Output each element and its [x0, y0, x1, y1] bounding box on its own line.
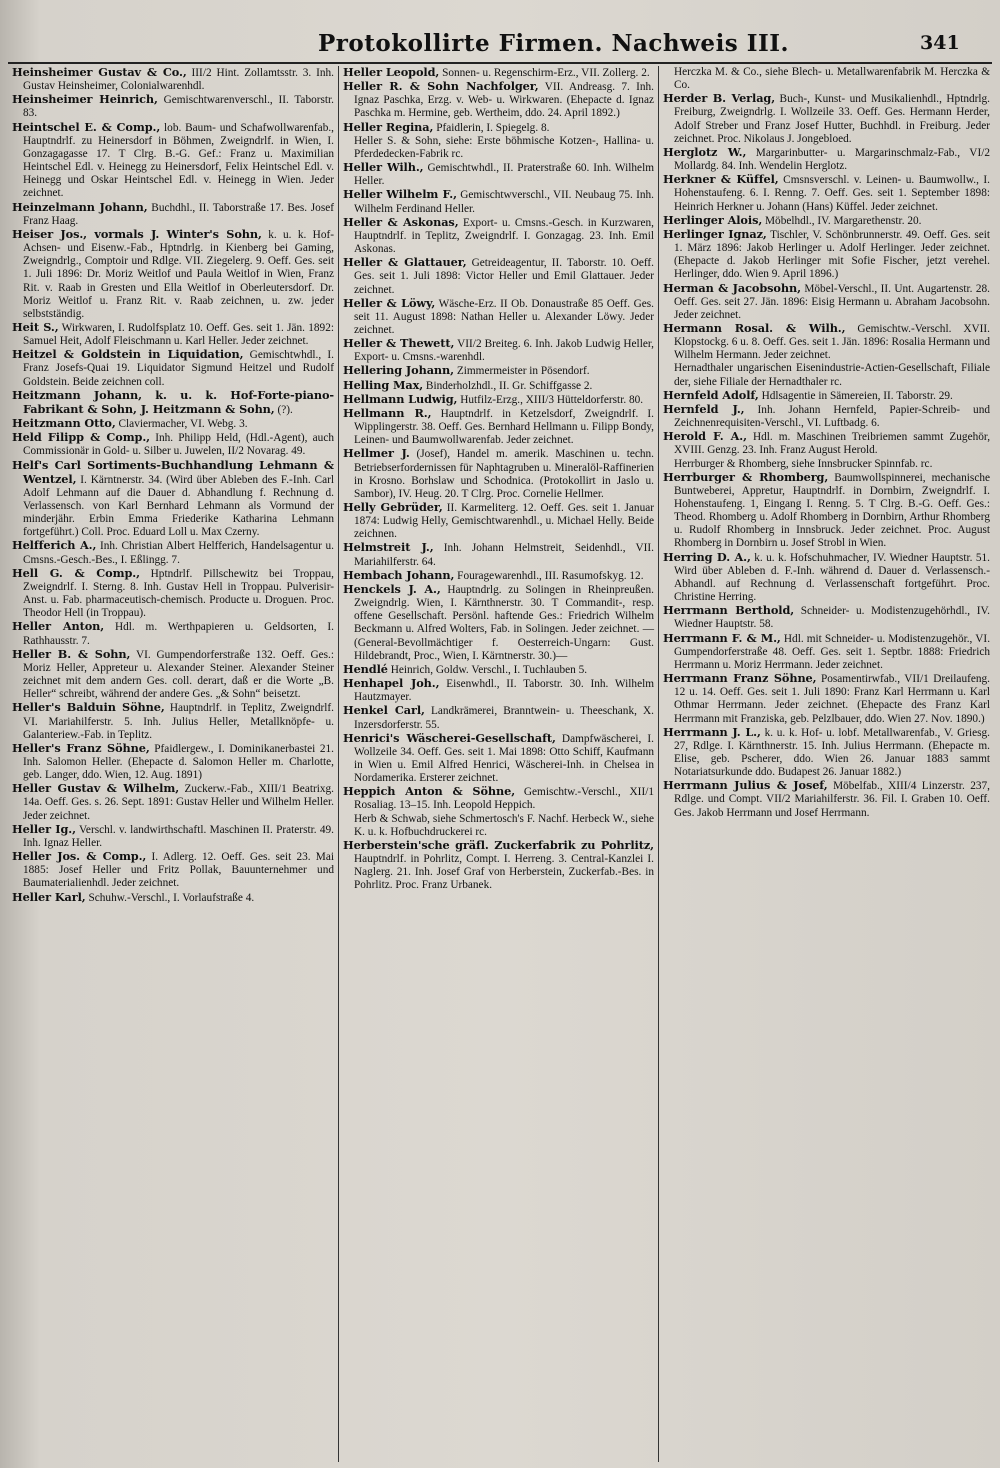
firm-details: VII. Andreasg. 7. Inh. Ignaz Paschka, Erzg. v. Web- u. Wirkwaren. (Ehepacte d. Ignaz Paschka m. Hermine, geb. Wertheim, ddo. 24. April 1892.): [354, 81, 655, 120]
firm-name: Heller & Glattauer,: [343, 255, 467, 270]
firm-name: Henkel Carl,: [343, 703, 425, 718]
directory-entry: [12, 228, 334, 321]
firm-name: Heintschel E. & Comp.,: [12, 119, 161, 134]
directory-entry: [663, 66, 990, 92]
firm-name: Herrmann Berthold,: [663, 603, 795, 618]
firm-details: k. u. k. Hof- u. lobf. Metallwarenfab., V. Griesg. 27, Rdlge. I. Kärnthnerstr. 15. Inh. Julius Herrmann. (Ehepacte m. Elise, geb. Pscherer, ddo. Wien 26. Januar 1883 sammt Notariatsurkunde ddo. Budapest 26. Januar 1882.): [674, 726, 991, 779]
directory-entry: [663, 214, 990, 228]
firm-name: Heller Wilh.,: [343, 160, 424, 175]
firm-name: Herrmann Franz Söhne,: [663, 671, 817, 686]
firm-details: VI. Gumpendorferstraße 132. Oeff. Ges.: Moriz Heller, Appreteur u. Alexander Steiner. Alexander Steiner zeichnet mit dem andern Ges. coll. derart, daß er die Worte „B. Heller“ schreibt, während der andere Ges. „& Sohn“ beisetzt.: [23, 648, 335, 701]
firm-details: lob. Baum- und Schafwollwarenfab., Hauptndrlf. zu Heinersdorf in Böhmen, Zweigndrlf. in Wien, I. Gonzagagasse 17. T Clrg. B.-G. Gef.: Franz u. Maximilian Heintschel Edl. v. Heinegg zu Heinersdorf, Felix Heintschel Edl. v. Heinegg und Oskar Heintschel Edl. v. Heinegg in Wien. Jeder zeichnet.: [23, 121, 334, 200]
column-left: [8, 66, 338, 1462]
directory-entry: [12, 66, 334, 93]
directory-entry: [12, 93, 334, 120]
directory-entry: [343, 135, 654, 161]
page-title: Protokollirte Firmen. Nachweis III.: [318, 30, 790, 57]
firm-name: Henckels J. A.,: [343, 581, 441, 596]
directory-entry: [343, 216, 654, 256]
firm-details: Hernadthaler ungarischen Eisenindustrie-Actien-Gesellschaft, Filiale der, siehe Filiale der Hernadthaler rc.: [674, 362, 990, 388]
directory-entry: [12, 742, 334, 782]
page-header: [0, 26, 1000, 62]
directory-entry: [12, 782, 334, 822]
header-rule: [8, 62, 992, 64]
directory-entry: [343, 393, 654, 407]
firm-details: Posamentirwfab., VII/1 Dreilaufeng. 12 u. 14. Oeff. Ges. seit 1. Juli 1890: Franz Karl Herrmann u. Karl Othmar Herrmann. Jeder zeichnet. (Ehepacte des Franz Karl Herrmann mit Franziska, geb. Pelzlbauer, ddo. Wien 27. Nov. 1890.): [674, 673, 990, 725]
firm-name: Heinzelmann Johann,: [12, 199, 148, 214]
firm-details: Hdl. m. Maschinen Treibriemen sammt Zugehör, XVIII. Genzg. 23. Inh. Franz August Herold.: [674, 431, 991, 457]
directory-entry: [343, 569, 654, 583]
firm-name: Herberstein'sche gräfl. Zuckerfabrik zu Pohrlitz,: [343, 837, 654, 852]
firm-name: Herring D. A.,: [663, 549, 751, 564]
firm-name: Heinsheimer Heinrich,: [12, 92, 158, 107]
directory-entry: [343, 447, 654, 501]
firm-details: Heinrich, Goldw. Verschl., I. Tuchlauben 5.: [390, 663, 588, 676]
firm-name: Heller R. & Sohn Nachfolger,: [343, 79, 539, 94]
firm-name: Herrmann Julius & Josef,: [663, 778, 828, 793]
page-number: 341: [920, 32, 960, 54]
firm-name: Heller Anton,: [12, 619, 105, 634]
firm-details: Eisenwhdl., II. Taborstr. 30. Inh. Wilhelm Hautzmayer.: [354, 678, 655, 704]
firm-details: Herrburger & Rhomberg, siehe Innsbrucker Spinnfab. rc.: [674, 457, 933, 470]
firm-details: Binderholzhdl., II. Gr. Schiffgasse 2.: [425, 379, 593, 392]
column-right: [658, 66, 994, 1462]
firm-details: I. Kärntnerstr. 34. (Wird über Ableben des F.-Inh. Carl Adolf Lehmann auf die Dauer d. Abhandlung f. Rechnung d. Verlassensch. von Karl Bernhard Lehmann als Vormund der minderjähr. Erbin Emma Friederike Katharina Lehmann fortgeführt.) Coll. Proc. Eduard Loll u. Max Czerny.: [23, 473, 335, 539]
directory-entry: [12, 121, 334, 201]
firm-details: Hdlsagentie in Sämereien, II. Taborstr. 29.: [761, 389, 953, 402]
firm-details: Schuhw.-Verschl., I. Vorlaufstraße 4.: [88, 891, 255, 904]
firm-details: Baumwollspinnerei, mechanische Buntweberei, Appretur, Hauptndrlf. in Dornbirn, Zweigndrlf. I. Hohenstaufeng. 1, Eingang I. Renng. 5. T Clrg. B.-G. Oeff. Ges.: Theod. Rhomberg u. Adolf Rhomberg in Dornbirn, Arthur Rhomberg u. Rudolf Rhomberg in Innsbruck. Jeder zeichnet. Proc. August Rhomberg in Dornbirn u. Josef Strobl in Wien.: [674, 471, 990, 550]
firm-details: (?).: [277, 403, 293, 416]
firm-details: Landkrämerei, Branntwein- u. Theeschank, X. Inzersdorferstr. 55.: [354, 705, 654, 731]
firm-name: Heinsheimer Gustav & Co.,: [12, 66, 187, 79]
directory-entry: [343, 704, 654, 731]
firm-details: Heller S. & Sohn, siehe: Erste böhmische Kotzen-, Hallina- u. Pferdedecken-Fabrik rc.: [354, 134, 654, 160]
firm-name: Heller Gustav & Wilhelm,: [12, 781, 180, 796]
directory-entry: [663, 92, 990, 146]
firm-name: Heller B. & Sohn,: [12, 646, 131, 661]
directory-entry: [343, 161, 654, 188]
firm-details: Inh. Johann Helmstreit, Seidenhdl., VII. Mariahilferstr. 64.: [354, 542, 655, 568]
firm-name: Heller Leopold,: [343, 66, 440, 79]
directory-entry: [663, 779, 990, 819]
firm-details: Cmsnsverschl. v. Leinen- u. Baumwollw., I. Hohenstaufeng. 6. I. Renng. 7. Oeff. Ges. seit 1. September 1898: Heinrich Herkner u. Johann (Hans) Küffel. Jeder zeichnet.: [674, 174, 990, 213]
firm-name: Herrmann F. & M.,: [663, 630, 781, 645]
firm-details: Hutfilz-Erzg., XIII/3 Hütteldorferstr. 80.: [460, 393, 644, 406]
firm-details: Hptndrlf. Pillschewitz bei Troppau, Zweigndrlf. I. Sterng. 8. Inh. Gustav Hell in Troppau. Pulverisir-Anst. u. Fab. pharmaceutisch-chemisch. Producte u. Droguen. Proc. Theodor Hell (in Troppau).: [23, 567, 335, 620]
firm-details: Pfaidlergew., I. Dominikanerbastei 21. Inh. Salomon Heller. (Ehepacte d. Salomon Heller m. Charlotte, geb. Langer, ddo. Wien, 12. Aug. 1891): [23, 742, 334, 782]
firm-details: Gemischtwhdl., I. Franz Josefs-Quai 19. Liquidator Sigmund Heitzel und Rudolf Goldstein. Beide zeichnen coll.: [23, 349, 334, 388]
directory-entry: [343, 663, 654, 677]
directory-entry: [343, 297, 654, 337]
firm-name: Herrburger & Rhomberg,: [663, 469, 829, 484]
firm-name: Heitzel & Goldstein in Liquidation,: [12, 347, 244, 362]
firm-name: Helfferich A.,: [12, 538, 97, 553]
firm-details: k. u. k. Hof-Achsen- und Eisenw.-Fab., Hptndrlg. in Kienberg bei Gaming, Zweigndrlg., Comptoir und Rdlge. VII. Ziegelerg. 9. Oeff. Ges. seit 1. Juli 1896: Dr. Moriz Weitlof und Paula Weitlof in Wien, Franz Rit. v. Raab in Gresten und Ella Weitlof in Oberleutersdorf. Dr. Moriz Weitlof u. Franz Rit. v. Raab zeichnen, u. zw. jeder selbstständig.: [23, 228, 334, 320]
directory-entry: [343, 80, 654, 120]
directory-entry: [12, 648, 334, 702]
directory-entry: [12, 321, 334, 348]
firm-details: Inh. Johann Hernfeld, Papier-Schreib- und Zeichnenrequisiten-Verschl., VI. Luftbadg. 6.: [674, 403, 991, 430]
firm-details: Fouragewarenhdl., III. Rasumofskyg. 12.: [457, 569, 644, 582]
columns: [8, 66, 996, 1462]
directory-entry: [12, 850, 334, 890]
directory-entry: [343, 407, 654, 447]
firm-details: Zimmermeister in Pösendorf.: [456, 365, 590, 378]
firm-details: Wäsche-Erz. II Ob. Donaustraße 85 Oeff. Ges. seit 11. August 1898: Nathan Heller u. Alexander Löwy. Jeder zeichnet.: [354, 297, 654, 336]
firm-name: Heller Jos. & Comp.,: [12, 849, 147, 864]
directory-entry: [343, 379, 654, 393]
directory-entry: [343, 256, 654, 296]
firm-name: Hellmann Ludwig,: [343, 391, 458, 406]
firm-name: Hellmer J.: [343, 446, 410, 461]
directory-entry: [343, 785, 654, 812]
directory-entry: [12, 348, 334, 388]
firm-name: Helly Gebrüder,: [343, 500, 443, 514]
firm-details: Getreideagentur, II. Taborstr. 10. Oeff. Ges. seit 1. Juli 1898: Victor Heller und Emil Glattauer. Jeder zeichnet.: [354, 257, 655, 296]
firm-details: Sonnen- u. Regenschirm-Erz., VII. Zollerg. 2.: [442, 67, 650, 79]
directory-entry: [12, 539, 334, 566]
firm-details: Claviermacher, VI. Webg. 3.: [118, 418, 248, 431]
directory-entry: [663, 403, 990, 430]
firm-details: Tischler, V. Schönbrunnerstr. 49. Oeff. Ges. seit 1. März 1896: Jakob Herlinger u. Adolf Herlinger. Jeder zeichnet. (Ehepacte d. Jakob Herlinger mit Sofie Fischer, jetzt verehel. Herlinger, ddo. Wien 9. April 1896.): [674, 228, 991, 281]
firm-name: Herman & Jacobsohn,: [663, 280, 801, 295]
firm-name: Herrmann J. L.,: [663, 724, 761, 739]
firm-name: Herlinger Alois,: [663, 212, 763, 227]
directory-entry: [663, 632, 990, 672]
directory-entry: [343, 839, 654, 893]
firm-details: II. Karmeliterg. 12. Oeff. Ges. seit 1. Januar 1874: Ludwig Helly, Gemischtwarenhdl., u. Michael Helly. Beide zeichnen.: [354, 502, 654, 541]
firm-name: Heitzmann Johann, k. u. k. Hof-Forte-piano-Fabrikant & Sohn, J. Heitzmann & Sohn,: [12, 387, 334, 416]
directory-entry: [12, 567, 334, 621]
directory-entry: [663, 430, 990, 457]
firm-name: Hembach Johann,: [343, 567, 455, 582]
directory-entry: [343, 813, 654, 839]
directory-entry: [663, 471, 990, 551]
firm-details: Hdl. m. Werthpapieren u. Geldsorten, I. Rathhausstr. 7.: [23, 621, 334, 647]
firm-details: Gemischtwverschl., VII. Neubaug 75. Inh. Wilhelm Ferdinand Heller.: [354, 189, 655, 215]
firm-name: Heller Karl,: [12, 889, 86, 904]
firm-name: Hell G. & Comp.,: [12, 565, 140, 580]
directory-entry: [663, 389, 990, 403]
directory-entry: [663, 173, 990, 213]
directory-entry: [343, 337, 654, 364]
firm-name: Henhapel Joh.,: [343, 676, 440, 691]
directory-entry: [663, 672, 990, 726]
firm-details: Pfaidlerin, I. Spiegelg. 8.: [436, 121, 550, 134]
column-middle: [338, 66, 658, 1462]
firm-details: k. u. k. Hofschuhmacher, IV. Wiedner Hauptstr. 51. Wird über Ableben d. F.-Inh. während d. Dauer d. Verlassensch.-Abhandl. auf Rechnung d. Verlassenschaft fortgeführt. Proc. Christine Herring.: [674, 551, 990, 604]
firm-details: Gemischtw.-Verschl. XVII. Klopstockg. 6 u. 8. Oeff. Ges. seit 1. Jän. 1896: Rosalia Hermann und Wilhelm Hermann. Jeder zeichnet.: [674, 322, 990, 362]
directory-entry: [12, 431, 334, 458]
firm-name: Heitzmann Otto,: [12, 416, 116, 431]
directory-entry: [343, 501, 654, 541]
firm-name: Heller Wilhelm F.,: [343, 187, 457, 202]
directory-entry: [343, 583, 654, 663]
firm-name: Helf's Carl Sortiments-Buchhandlung Lehmann & Wentzel,: [12, 457, 334, 486]
firm-details: Möbelfab., XIII/4 Linzerstr. 237, Rdlge. und Compt. VII/2 Mariahilferstr. 36. Fil. I. Graben 10. Oeff. Ges. Jakob Herrmann und Josef Herrmann.: [674, 780, 990, 819]
directory-entry: [12, 417, 334, 431]
firm-name: Hellering Johann,: [343, 363, 454, 378]
firm-name: Heppich Anton & Söhne,: [343, 784, 516, 799]
directory-entry: [663, 282, 990, 322]
firm-name: Hernfeld Adolf,: [663, 387, 759, 402]
firm-name: Held Filipp & Comp.,: [12, 430, 151, 445]
firm-details: Hauptndrlf. in Pohrlitz, Compt. I. Herreng. 3. Central-Kanzlei I. Naglerg. 21. Inh. Josef Graf von Herberstein, Zuckerfab.-Bes. in Pohrlitz. Proc. Franz Urbanek.: [354, 853, 654, 892]
firm-details: Verschl. v. landwirthschaftl. Maschinen II. Praterstr. 49. Inh. Ignaz Heller.: [23, 823, 334, 849]
directory-entry: [343, 188, 654, 215]
firm-name: Heller's Balduin Söhne,: [12, 700, 165, 715]
firm-details: Herczka M. & Co., siehe Blech- u. Metallwarenfabrik M. Herczka & Co.: [674, 66, 990, 92]
firm-name: Heller Ig.,: [12, 821, 76, 836]
directory-entry: [12, 701, 334, 741]
firm-name: Herglotz W.,: [663, 144, 747, 159]
firm-details: Zuckerw.-Fab., XIII/1 Beatrixg. 14a. Oeff. Ges. s. 26. Sept. 1891: Gustav Heller und Wilhelm Heller. Jeder zeichnet.: [23, 783, 334, 822]
directory-entry: [12, 823, 334, 850]
firm-details: Möbel-Verschl., II. Unt. Augartenstr. 28. Oeff. Ges. seit 27. Jän. 1896: Eisig Hermann u. Abraham Jacobsohn. Jeder zeichnet.: [674, 282, 991, 321]
firm-details: Schneider- u. Modistenzugehörhdl., IV. Wiedner Hauptstr. 58.: [674, 605, 990, 631]
firm-details: VII/2 Breiteg. 6. Inh. Jakob Ludwig Heller, Export- u. Cmsns.-warenhdl.: [354, 338, 654, 364]
firm-details: Hauptndrlg. zu Solingen in Rheinpreußen. Zweigndrlg. Wien, I. Kärnthnerstr. 30. T Commandit-, resp. offene Gesellschaft. Persönl. haftende Ges.: Friedrich Wilhelm Beckmann u. Alfred Wolters, Fab. in Solingen. Jeder zeichnet. — (General-Bevollmächtiger f. Oesterreich-Ungarn: Gust. Hildebrandt, Proc., Wien, I. Kärntnerstr. 30.)—: [354, 583, 654, 662]
firm-details: Gemischtwhdl., II. Praterstraße 60. Inh. Wilhelm Heller.: [354, 162, 654, 188]
firm-name: Heiser Jos., vormals J. Winter's Sohn,: [12, 226, 262, 241]
firm-name: Heit S.,: [12, 319, 59, 334]
firm-details: Hauptndrlf. in Ketzelsdorf, Zweigndrlf. I. Wipplingerstr. 38. Oeff. Ges. Bernhard Hellmann u. Filipp Bondy, Leinen- und Baumwollwarenfab. Jeder zeichnet.: [354, 407, 654, 447]
firm-name: Henrici's Wäscherei-Gesellschaft,: [343, 730, 556, 745]
directory-entry: [663, 458, 990, 471]
firm-details: Export- u. Cmsns.-Gesch. in Kurzwaren, Hauptndrlf. in Teplitz, Zweigndrlf. I. Gonzagag. 23. Inh. Emil Askonas.: [354, 216, 655, 256]
directory-entry: [12, 201, 334, 228]
firm-details: Margarinbutter- u. Margarinschmalz-Fab., VI/2 Mollardg. 84. Inh. Wendelin Herglotz.: [674, 146, 991, 173]
directory-entry: [663, 146, 990, 173]
firm-details: III/2 Hint. Zollamtsstr. 3. Inh. Gustav Heinsheimer, Colonialwarenhdl.: [23, 67, 334, 93]
firm-details: Herb & Schwab, siehe Schmertosch's F. Nachf. Herbeck W., siehe K. u. k. Hofbuchdruckerei rc.: [354, 812, 654, 838]
firm-details: (Josef), Handel m. amerik. Maschinen u. techn. Betriebserfordernissen für Naphtagruben u. Mineralöl-Raffinerien in Krosno. Borhslaw und Schodnica. (Protokollirt in Jaslo u. Sambor), IV. Heug. 20. T Clrg. Proc. Cornelie Hellmer.: [354, 448, 654, 500]
directory-entry: [12, 459, 334, 540]
firm-details: Inh. Christian Albert Helfferich, Handelsagentur u. Cmsns.-Gesch.-Bes., I. Eßlingg. 7.: [23, 540, 335, 566]
directory-entry: [663, 604, 990, 631]
firm-name: Helmstreit J.,: [343, 540, 434, 555]
directory-entry: [343, 677, 654, 704]
directory-entry: [343, 364, 654, 378]
firm-name: Hermann Rosal. & Wilh.,: [663, 320, 846, 335]
firm-name: Hellmann R.,: [343, 405, 432, 420]
firm-name: Herder B. Verlag,: [663, 91, 776, 106]
firm-details: Wirkwaren, I. Rudolfsplatz 10. Oeff. Ges. seit 1. Jän. 1892: Samuel Heit, Adolf Fleischmann u. Karl Heller. Jeder zeichnet.: [23, 321, 334, 348]
firm-name: Hendlé: [343, 661, 388, 676]
directory-entry: [343, 732, 654, 786]
firm-name: Heller Regina,: [343, 119, 434, 134]
directory-entry: [663, 726, 990, 780]
firm-details: Gemischtwarenverschl., II. Taborstr. 83.: [23, 94, 335, 120]
firm-name: Herold F. A.,: [663, 429, 747, 444]
firm-name: Herkner & Küffel,: [663, 172, 779, 187]
firm-name: Heller's Franz Söhne,: [12, 740, 150, 755]
firm-name: Helling Max,: [343, 377, 424, 392]
firm-details: Hauptndrlf. in Teplitz, Zweigndrlf. VI. Mariahilferstr. 5. Inh. Julius Heller, Metallknöpfe- u. Galanteriew.-Fab. in Teplitz.: [23, 702, 334, 741]
firm-details: Möbelhdl., IV. Margarethenstr. 20.: [765, 214, 922, 227]
firm-details: Gemischtw.-Verschl., XII/1 Rosaliag. 13–15. Inh. Leopold Heppich.: [354, 786, 654, 812]
firm-details: Dampfwäscherei, I. Wollzeile 34. Oeff. Ges. seit 1. Mai 1898: Otto Schiff, Kaufmann in Wien u. Emil Alfred Henrici, Wäscherei-Inh. in Chelsea in Nordamerika. Ersterer zeichnet.: [354, 732, 654, 785]
firm-name: Heller & Thewett,: [343, 336, 455, 351]
firm-details: Hdl. mit Schneider- u. Modistenzugehör., VI. Gumpendorferstraße 48. Oeff. Ges. seit 1. Septbr. 1888: Friedrich Herrmann u. Moriz Herrmann. Jeder zeichnet.: [674, 632, 991, 671]
directory-entry: [12, 891, 334, 905]
directory-entry: [663, 228, 990, 282]
firm-name: Hernfeld J.,: [663, 401, 745, 416]
directory-entry: [663, 322, 990, 362]
firm-name: Heller & Löwy,: [343, 295, 436, 310]
directory-entry: [343, 541, 654, 568]
firm-name: Heller & Askonas,: [343, 214, 459, 229]
directory-entry: [663, 362, 990, 388]
firm-details: Buchdhl., II. Taborstraße 17. Bes. Josef Franz Haag.: [23, 201, 334, 227]
directory-entry: [663, 551, 990, 605]
directory-entry: [12, 620, 334, 647]
directory-entry: [343, 121, 654, 135]
firm-name: Herlinger Ignaz,: [663, 226, 767, 241]
firm-details: Inh. Philipp Held, (Hdl.-Agent), auch Commissionär in Gold- u. Silber u. Juwelen, II/2 Novarag. 49.: [23, 432, 334, 458]
firm-details: Buch-, Kunst- und Musikalienhdl., Hptndrlg. Freiburg, Zweigndrlg. I. Wollzeile 33. Oeff. Ges. Hermann Herder, Adolf Streber und Franz Josef Hutter, Buchhdl. in Freiburg. Jeder zeichnet. Proc. Nikolaus J. Jongebloed.: [674, 93, 990, 145]
directory-entry: [12, 389, 334, 417]
firm-details: I. Adlerg. 12. Oeff. Ges. seit 23. Mai 1885: Josef Heller und Fritz Pollak, Bauunternehmer und Baumaterialienhdl. Jeder zeichnet.: [23, 851, 335, 890]
directory-entry: [343, 66, 654, 80]
